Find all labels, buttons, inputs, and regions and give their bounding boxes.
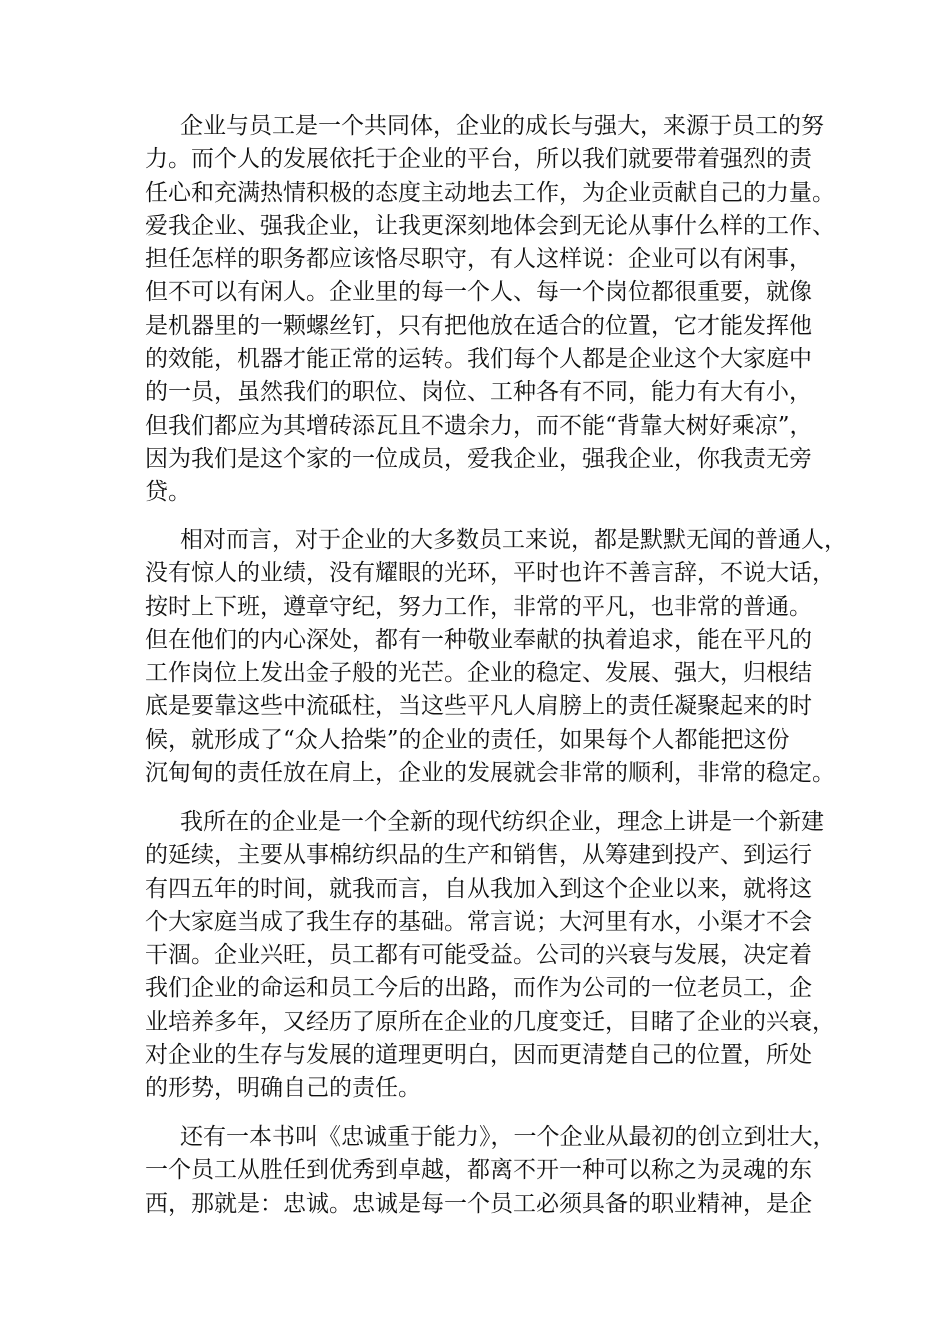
- paragraph-3: [145, 806, 835, 1106]
- text-line: 底是要靠这些中流砥柱，当这些平凡人肩膀上的责任凝聚起来的时: [145, 693, 812, 720]
- text-line: 企业与员工是一个共同体，企业的成长与强大，来源于员工的努: [180, 113, 824, 139]
- text-line: 是机器里的一颗螺丝钉，只有把他放在适合的位置，它才能发挥他: [145, 312, 812, 339]
- text-line: 但在他们的内心深处，都有一种敬业奉献的执着追求，能在平凡的: [145, 626, 812, 653]
- text-line: 我所在的企业是一个全新的现代纺织企业，理念上讲是一个新建: [180, 809, 824, 835]
- text-line: 力。而个人的发展依托于企业的平台，所以我们就要带着强烈的责: [145, 146, 812, 173]
- text-line: 业培养多年，又经历了原所在企业的几度变迁，目睹了企业的兴衰，: [145, 1008, 835, 1035]
- text-line: 有四五年的时间，就我而言，自从我加入到这个企业以来，就将这: [145, 875, 812, 902]
- text-line: 相对而言，对于企业的大多数员工来说，都是默默无闻的普通人，: [180, 527, 847, 553]
- text-line: 干涸。企业兴旺，员工都有可能受益。公司的兴衰与发展，决定着: [145, 942, 812, 969]
- text-line: 的效能，机器才能正常的运转。我们每个人都是企业这个大家庭中: [145, 346, 812, 373]
- text-line: 沉甸甸的责任放在肩上，企业的发展就会非常的顺利，非常的稳定。: [145, 760, 835, 787]
- text-line: 但不可以有闲人。企业里的每一个人、每一个岗位都很重要，就像: [145, 279, 812, 306]
- text-line: 但我们都应为其增砖添瓦且不遗余力，而不能“背靠大树好乘凉”，: [145, 412, 813, 439]
- text-line: 候，就形成了“众人拾柴”的企业的责任，如果每个人都能把这份: [145, 726, 790, 753]
- text-line: 爱我企业、强我企业，让我更深刻地体会到无论从事什么样的工作、: [145, 212, 835, 239]
- paragraph-1: [145, 110, 835, 510]
- text-line: 的延续，主要从事棉纺织品的生产和销售，从筹建到投产、到运行: [145, 842, 812, 869]
- text-line: 的形势，明确自己的责任。: [145, 1075, 421, 1102]
- text-line: 我们企业的命运和员工今后的出路，而作为公司的一位老员工，企: [145, 975, 812, 1002]
- text-line: 一个员工从胜任到优秀到卓越，都离不开一种可以称之为灵魂的东: [145, 1157, 812, 1184]
- paragraph-2: [145, 524, 847, 790]
- text-line: 个大家庭当成了我生存的基础。常言说；大河里有水，小渠才不会: [145, 908, 812, 935]
- paragraph-4: [145, 1121, 835, 1221]
- text-line: 对企业的生存与发展的道理更明白，因而更清楚自己的位置，所处: [145, 1042, 812, 1069]
- text-line: 没有惊人的业绩，没有耀眼的光环，平时也许不善言辞，不说大话，: [145, 560, 835, 587]
- text-line: 任心和充满热情积极的态度主动地去工作，为企业贡献自己的力量。: [145, 179, 835, 206]
- text-line: 贷。: [145, 479, 191, 506]
- text-line: 西，那就是：忠诚。忠诚是每一个员工必须具备的职业精神，是企: [145, 1190, 812, 1217]
- text-line: 的一员，虽然我们的职位、岗位、工种各有不同，能力有大有小，: [145, 379, 812, 406]
- text-line: 工作岗位上发出金子般的光芒。企业的稳定、发展、强大，归根结: [145, 660, 812, 687]
- text-line: 担任怎样的职务都应该恪尽职守，有人这样说：企业可以有闲事，: [145, 246, 812, 273]
- text-line: 按时上下班，遵章守纪，努力工作，非常的平凡，也非常的普通。: [145, 593, 812, 620]
- text-line: 因为我们是这个家的一位成员，爱我企业，强我企业，你我责无旁: [145, 445, 812, 472]
- text-line: 还有一本书叫《忠诚重于能力》，一个企业从最初的创立到壮大，: [180, 1124, 836, 1150]
